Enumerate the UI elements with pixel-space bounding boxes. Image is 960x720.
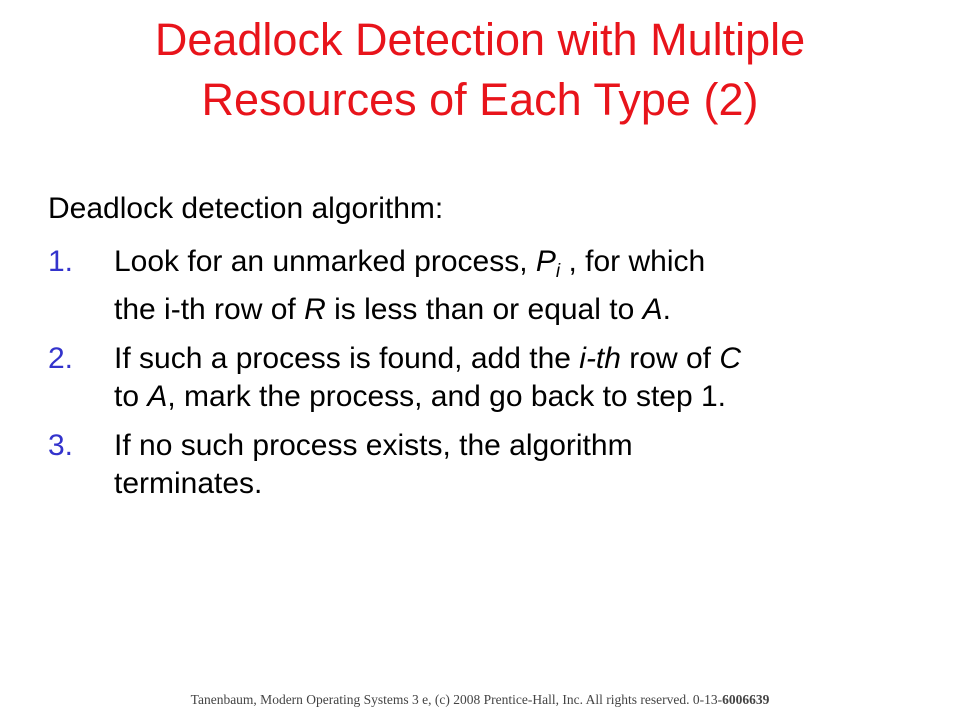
step-1-number: 1. [48, 245, 74, 278]
step-2-text-c: to [114, 380, 148, 413]
step-3-line-2: terminates. [114, 467, 263, 500]
step-2-line-1 [114, 340, 928, 378]
step-1-text-d: is less than or equal to [325, 293, 643, 326]
step-1-text-c: the i-th row of [114, 293, 305, 326]
step-1-text-e: . [662, 293, 671, 326]
slide-title-line-2: Resources of Each Type (2) [201, 74, 759, 125]
vector-a-variable-2: A [147, 380, 168, 413]
process-subscript: i [555, 261, 561, 282]
step-3 [48, 427, 928, 503]
intro-text: Deadlock detection algorithm: [48, 192, 444, 225]
process-variable: P [535, 245, 556, 278]
ith-variable: i-th [579, 342, 621, 375]
footer-text: Tanenbaum, Modern Operating Systems 3 e, (c) 2008 Prentice-Hall, Inc. All rights reserved. 0-13- [190, 692, 723, 707]
step-1 [48, 243, 928, 329]
slide-title [40, 10, 920, 130]
step-2-text-b: row of [620, 342, 720, 375]
footer-isbn-bold: 6006639 [722, 692, 770, 707]
slide-title-line-1: Deadlock Detection with Multiple [154, 14, 806, 65]
vector-a-variable: A [642, 293, 663, 326]
copyright-footer [0, 692, 960, 708]
step-1-line-2 [114, 291, 928, 329]
step-1-text-b: , for which [560, 245, 706, 278]
algorithm-steps [48, 243, 928, 503]
step-3-line-1: If no such process exists, the algorithm [114, 429, 633, 462]
step-2-line-2 [114, 378, 928, 416]
step-2-text-d: , mark the process, and go back to step 1. [167, 380, 727, 413]
matrix-r-variable: R [304, 293, 326, 326]
matrix-c-variable: C [719, 342, 742, 375]
step-3-number: 3. [48, 429, 74, 462]
step-2-text-a: If such a process is found, add the [114, 342, 580, 375]
step-2 [48, 340, 928, 416]
step-2-number: 2. [48, 342, 74, 375]
slide-body [48, 190, 928, 514]
step-1-line-1 [114, 243, 928, 291]
step-1-text-a: Look for an unmarked process, [114, 245, 536, 278]
